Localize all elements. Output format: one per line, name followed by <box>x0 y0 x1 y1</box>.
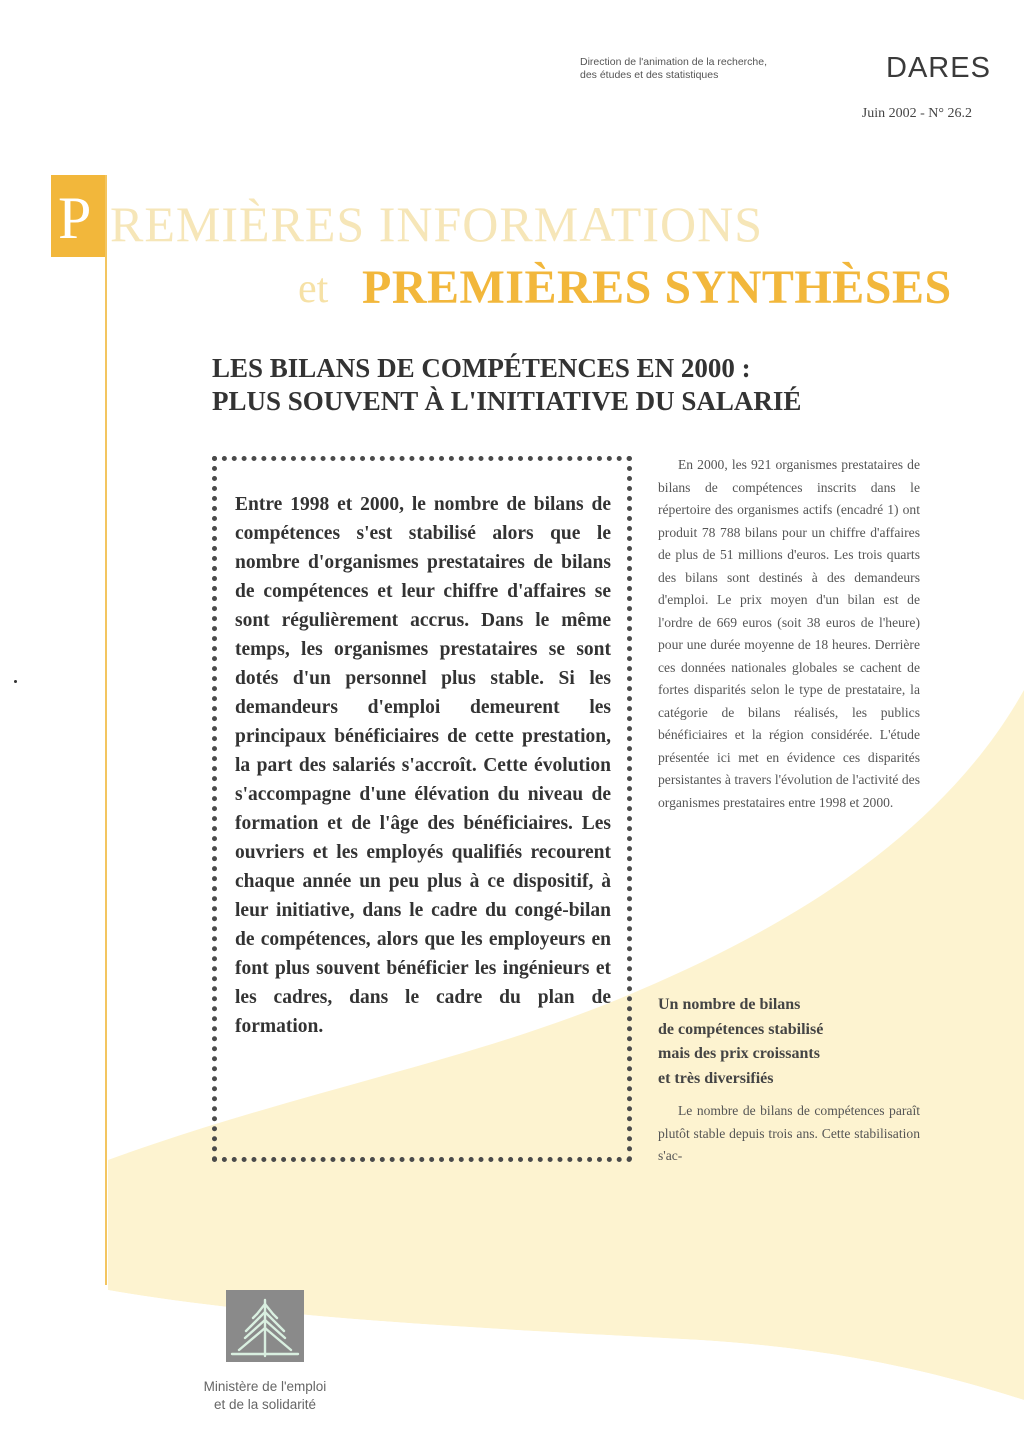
masthead-conjunction: et <box>298 266 329 312</box>
masthead-line-1: REMIÈRES INFORMATIONS <box>110 196 764 252</box>
publisher-line-2: des études et des statistiques <box>580 69 719 81</box>
section-heading-line-2: de compétences stabilisé <box>658 1020 824 1038</box>
section-heading-line-1: Un nombre de bilans <box>658 996 801 1013</box>
margin-dot <box>14 680 17 683</box>
masthead-initial-letter: P <box>58 185 92 251</box>
masthead-vertical-rule <box>105 175 107 1285</box>
article-title <box>212 352 912 418</box>
ministry-name-line-2: et de la solidarité <box>213 1397 317 1412</box>
summary-text: Entre 1998 et 2000, le nombre de bilans de compétences s'est stabilisé alors que le nombre d'organismes prestataires de bilans de compétences et leur chiffre d'affaires se sont régulièrement accrus. Dans le même temps, les organismes prestataires se sont dotés d'un personnel plus stable. Si les demandeurs d'emploi demeurent les principaux bénéficiaires de cette prestation, la part des salariés s'accroît. Cette évolution s'accompagne d'une élévation du niveau de formation et de l'âge des bénéficiaires. Les ouvriers et les employés qualifiés recourent chaque année un peu plus à ce dispositif, à leur initiative, dans le cadre du congé-bilan de compétences, alors que les employeurs en font plus souvent bénéficier les ingénieurs et les cadres, dans le cadre du plan de formation. <box>235 494 611 1037</box>
dares-logo: DARES <box>886 52 991 84</box>
publisher-line-1: Direction de l'animation de la recherche, <box>580 56 768 68</box>
issue-date-number: Juin 2002 - N° 26.2 <box>861 106 972 121</box>
section-heading-line-3: mais des prix croissants <box>658 1045 820 1062</box>
ministry-name-line-1: Ministère de l'emploi <box>203 1379 327 1394</box>
article-title-line-1: LES BILANS DE COMPÉTENCES EN 2000 : <box>212 353 751 383</box>
section-heading <box>658 993 920 1091</box>
masthead-line-2: PREMIÈRES SYNTHÈSES <box>362 261 952 314</box>
section-heading-line-4: et très diversifiés <box>658 1069 774 1087</box>
publisher-department <box>580 56 840 82</box>
section-paragraph: Le nombre de bilans de compétences paraît plutôt stable depuis trois ans. Cette stabilisation s'ac- <box>658 1103 920 1163</box>
ministry-name <box>180 1378 350 1414</box>
intro-paragraph: En 2000, les 921 organismes prestataires de bilans de compétences inscrits dans le répertoire des organismes actifs (encadré 1) ont produit 78 788 bilans pour un chiffre d'affaires de plus de 51 millions d'euros. Les trois quarts des bilans sont destinés à des demandeurs d'emploi. Le prix moyen d'un bilan est de l'ordre de 669 euros (soit 38 euros de l'heure) pour une durée moyenne de 18 heures. Derrière ces données nationales globales se cachent de fortes disparités selon le type de prestataire, la catégorie de bilans réalisés, les publics bénéficiaires et la région considérée. L'étude présentée ici met en évidence ces disparités persistantes à travers l'évolution de l'activité des organismes prestataires entre 1998 et 2000. <box>658 457 920 810</box>
ministry-emblem-icon <box>226 1290 304 1362</box>
article-title-line-2: PLUS SOUVENT À L'INITIATIVE DU SALARIÉ <box>212 386 802 416</box>
